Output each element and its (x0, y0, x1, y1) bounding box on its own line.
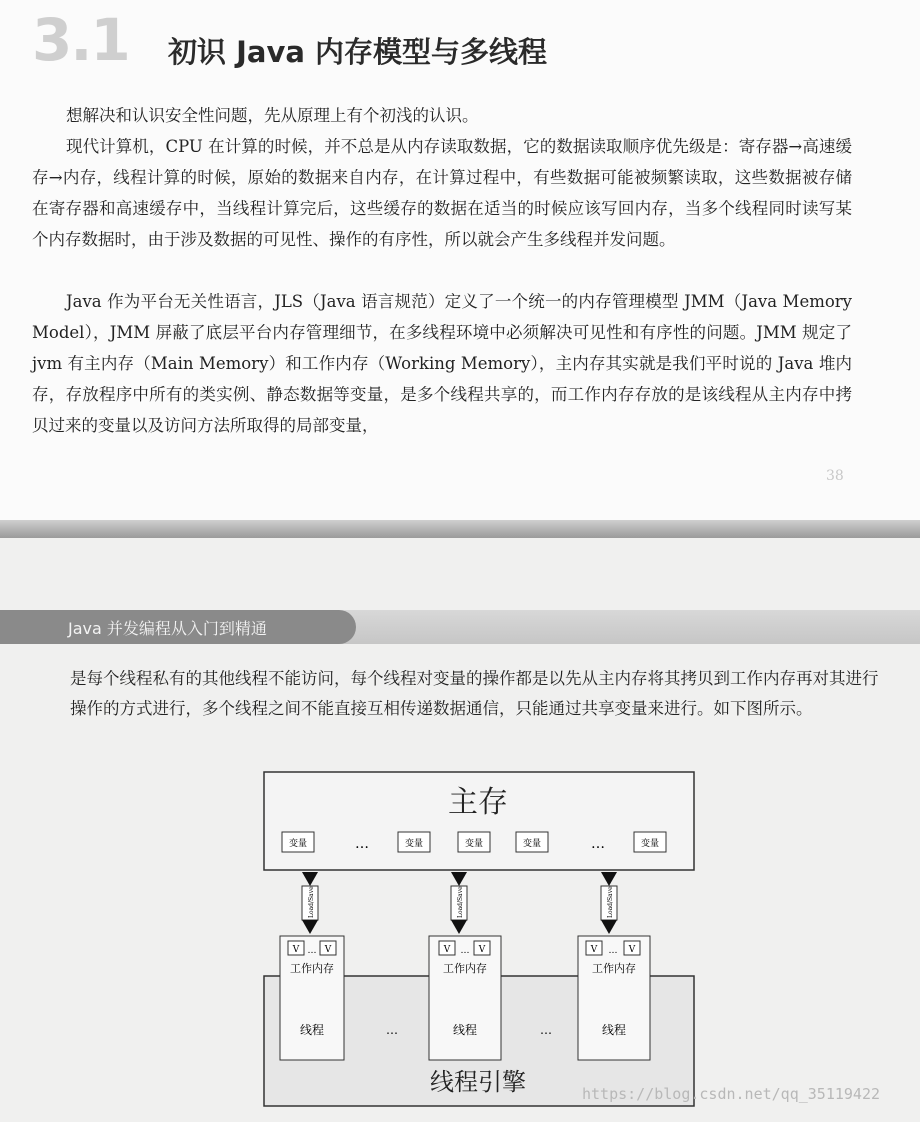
variable-label: 变量 (288, 839, 308, 849)
work-var-label: V (628, 945, 636, 955)
thread-column-1 (280, 872, 344, 1060)
running-header-title: Java 并发编程从入门到精通 (68, 619, 267, 638)
ellipsis: … (460, 946, 470, 956)
working-memory-label: 工作内存 (443, 962, 487, 975)
variable-label: 变量 (464, 839, 484, 849)
thread-label: 线程 (601, 1023, 627, 1037)
paragraph-cpu: 现代计算机，CPU 在计算的时候，并不总是从内存读取数据，它的数据读取顺序优先级是：寄存器→高速缓存→内存，线程计算的时候，原始的数据来自内存，在计算过程中，有些数据可能被频繁读取，这些数据被存储在寄存器和高速缓存中，当线程计算完后，这些缓存的数据在适当的时候应该写回内存，当多个线程同时读写某个内存数据时，由于涉及数据的可见性、操作的有序性，所以就会产生多线程并发问题。 (32, 137, 852, 249)
load-save-label: Load/Save (308, 886, 315, 918)
thread-column-3 (578, 872, 650, 1060)
ellipsis: … (591, 836, 605, 852)
working-memory-label: 工作内存 (290, 962, 334, 975)
section-number: 3.1 (32, 6, 129, 74)
variable-label: 变量 (640, 839, 660, 849)
load-save-label: Load/Save (457, 886, 464, 918)
work-var-label: V (590, 945, 598, 955)
load-save-label: Load/Save (607, 886, 614, 918)
thread-engine-label: 线程引擎 (430, 1068, 526, 1096)
main-memory-label: 主存 (448, 785, 508, 820)
work-var-label: V (324, 945, 332, 955)
work-var-label: V (478, 945, 486, 955)
ellipsis: … (386, 1023, 398, 1037)
page-number: 38 (826, 468, 844, 484)
thread-label: 线程 (452, 1023, 478, 1037)
ellipsis: … (540, 1023, 552, 1037)
variable-label: 变量 (522, 839, 542, 849)
thread-label: 线程 (299, 1023, 325, 1037)
paragraph-private: 是每个线程私有的其他线程不能访问，每个线程对变量的操作都是以先从主内存将其拷贝到工作内存再对其进行操作的方式进行，多个线程之间不能直接互相传递数据通信，只能通过共享变量来进行。如下图所示。 (70, 669, 879, 718)
watermark-url: https://blog.csdn.net/qq_35119422 (582, 1085, 881, 1103)
ellipsis: … (355, 836, 369, 852)
section-title: 初识 Java 内存模型与多线程 (168, 35, 548, 69)
working-memory-label: 工作内存 (592, 962, 636, 975)
thread-column-2 (429, 872, 501, 1060)
paragraph-jmm: Java 作为平台无关性语言，JLS（Java 语言规范）定义了一个统一的内存管理模型 JMM（Java Memory Model），JMM 屏蔽了底层平台内存管理细节，在多线程环境中必须解决可见性和有序性的问题。JMM 规定了 jvm 有主内存（Main Memory）和工作内存（Working Memory），主内存其实就是我们平时说的 Java 堆内存，存放程序中所有的类实例、静态数据等变量，是多个线程共享的，而工作内存存放的是该线程从主内存中拷贝过来的变量以及访问方法所取得的局部变量， (32, 292, 852, 435)
ellipsis: … (608, 946, 618, 956)
paragraph-intro: 想解决和认识安全性问题，先从原理上有个初浅的认识。 (66, 106, 479, 125)
variable-label: 变量 (404, 839, 424, 849)
ellipsis: … (307, 946, 317, 956)
work-var-label: V (292, 945, 300, 955)
work-var-label: V (443, 945, 451, 955)
